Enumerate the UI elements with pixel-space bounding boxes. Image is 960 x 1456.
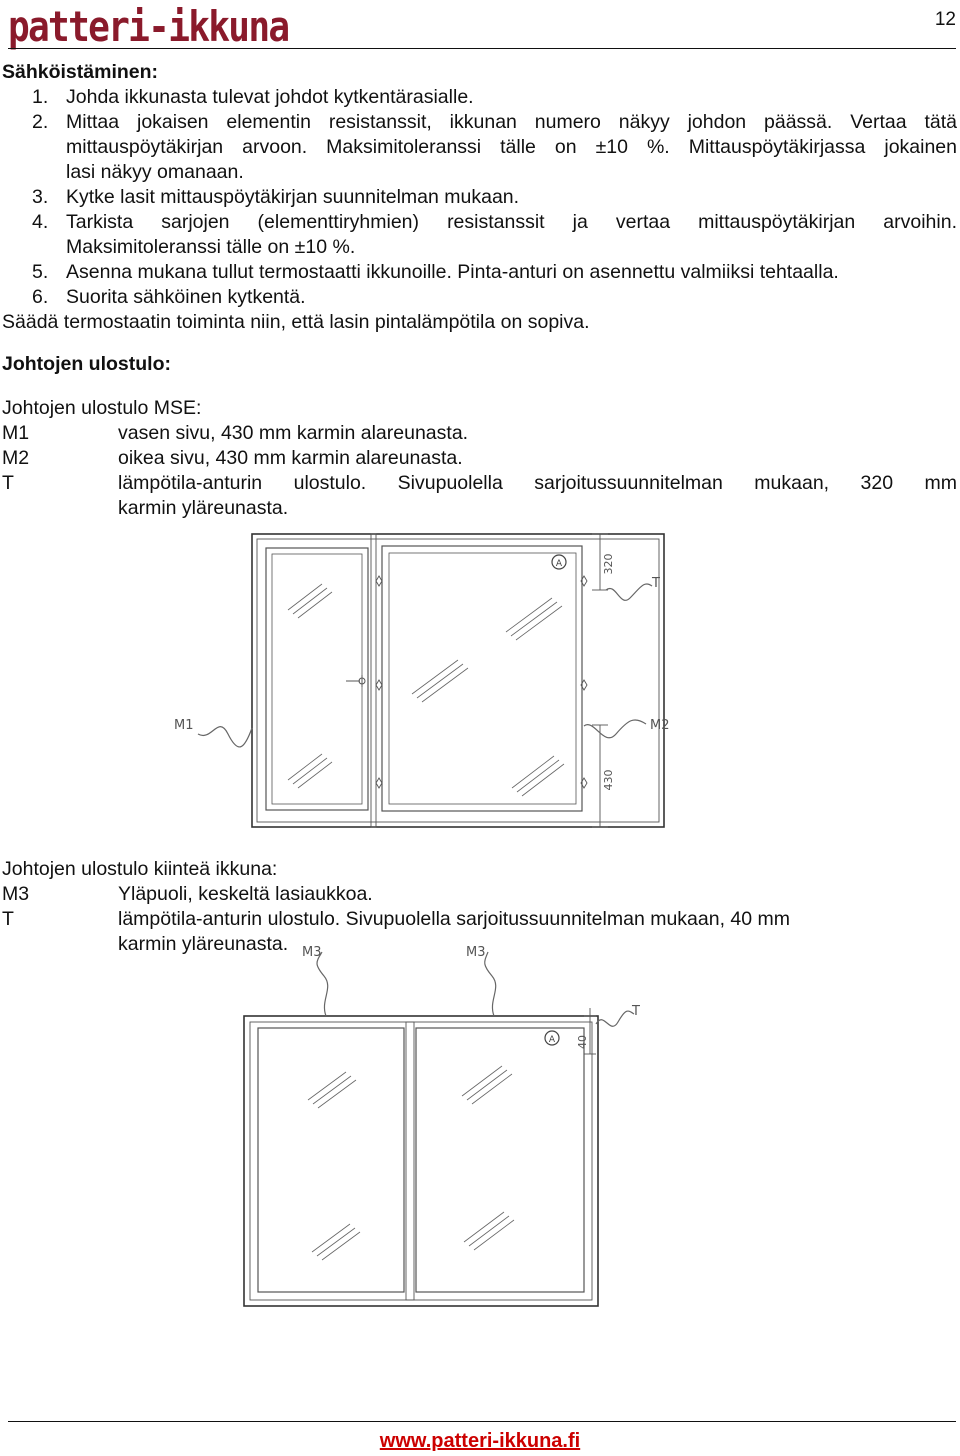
outlet-description: karmin yläreunasta.: [118, 933, 289, 955]
glass-marker-a: A: [555, 559, 563, 569]
outlet-description: oikea sivu, 430 mm karmin alareunasta.: [118, 447, 463, 469]
footer-divider: [8, 1421, 956, 1422]
label-m1: M1: [174, 718, 194, 733]
mullion: [406, 1022, 414, 1300]
glass-reflection-marks: [308, 1066, 514, 1260]
left-glass: [272, 554, 362, 804]
thermostat-note: Säädä termostaatin toiminta niin, että lasin pintalämpötila on sopiva.: [2, 311, 590, 333]
step-number: 3.: [32, 186, 49, 208]
step-text: Johda ikkunasta tulevat johdot kytkentärasialle.: [66, 86, 474, 108]
fixed-outlet-title: Johtojen ulostulo kiinteä ikkuna:: [2, 858, 278, 880]
step-number: 5.: [32, 261, 49, 283]
step-number: 1.: [32, 86, 49, 108]
step-text: Mittaa jokaisen elementin resistanssit, ikkunan numero näkyy johdon päässä. Vertaa tätä: [66, 111, 957, 133]
wire-m1: [198, 727, 252, 747]
dimension-label-top: 320: [602, 553, 615, 575]
outlet-description: lämpötila-anturin ulostulo. Sivupuolella sarjoitussuunnitelman mukaan, 40 mm: [118, 908, 791, 930]
step-text: Maksimitoleranssi tälle on ±10 %.: [66, 236, 356, 258]
glass-marker-a: A: [548, 1035, 556, 1045]
header-divider: [8, 48, 956, 49]
outlet-code: T: [2, 908, 14, 930]
window-frame-inner: [257, 539, 659, 822]
step-number: 6.: [32, 286, 49, 308]
outlet-code: M2: [2, 447, 30, 469]
label-t: T: [652, 576, 660, 591]
window-frame-outer: [244, 1016, 598, 1306]
right-sash: [382, 546, 582, 811]
window-frame-inner: [250, 1022, 592, 1300]
dimension-label-top: 40: [576, 1035, 589, 1049]
label-m3-right: M3: [466, 945, 486, 960]
mullion: [371, 534, 376, 827]
step-number: 2.: [32, 111, 49, 133]
page-number: 12: [934, 9, 956, 30]
step-text: Kytke lasit mittauspöytäkirjan suunnitelman mukaan.: [66, 186, 520, 208]
step-number: 4.: [32, 211, 49, 233]
outlet-description: lämpötila-anturin ulostulo. Sivupuolella sarjoitussuunnitelman mukaan, 320 mm: [118, 472, 957, 494]
handle-icon: [346, 675, 365, 687]
step-text: Tarkista sarjojen (elementtiryhmien) resistanssit ja vertaa mittauspöytäkirjan arvoihin.: [66, 211, 957, 233]
outlet-code: M1: [2, 422, 30, 444]
section-title-electrification: Sähköistäminen:: [2, 61, 159, 83]
section-title-wire-outlet: Johtojen ulostulo:: [2, 353, 171, 375]
label-m2: M2: [650, 718, 670, 733]
step-text: mittauspöytäkirjan arvoon. Maksimitoleranssi tälle on ±10 %. Mittauspöytäkirjassa jokainen: [66, 136, 957, 158]
glass-reflection-marks: [288, 584, 564, 796]
wire-m2: [584, 720, 646, 738]
outlet-code: M3: [2, 883, 30, 905]
wire-m3-right: [485, 952, 496, 1016]
step-text: Suorita sähköinen kytkentä.: [66, 286, 306, 308]
right-glass: [389, 553, 576, 804]
company-logo: patteri-ikkuna: [8, 2, 289, 51]
wire-t: [606, 584, 652, 600]
step-text: Asenna mukana tullut termostaatti ikkunoille. Pinta-anturi on asennettu valmiiksi tehtaalla.: [66, 261, 839, 283]
wire-m3-left: [317, 952, 328, 1016]
fixed-window-drawing: [230, 940, 670, 1310]
label-m3-left: M3: [302, 945, 322, 960]
website-link[interactable]: www.patteri-ikkuna.fi: [379, 1430, 581, 1452]
wire-t: [596, 1011, 634, 1026]
mse-outlet-title: Johtojen ulostulo MSE:: [2, 397, 202, 419]
label-t: T: [632, 1004, 640, 1019]
left-glass: [258, 1028, 404, 1292]
left-sash: [266, 548, 368, 810]
dimension-label-bottom: 430: [602, 769, 615, 791]
outlet-code: T: [2, 472, 14, 494]
outlet-description: Yläpuoli, keskeltä lasiaukkoa.: [118, 883, 373, 905]
step-text: lasi näkyy omanaan.: [66, 161, 244, 183]
outlet-description: vasen sivu, 430 mm karmin alareunasta.: [118, 422, 469, 444]
hinge-icons: [376, 576, 587, 788]
outlet-description: karmin yläreunasta.: [118, 497, 289, 519]
mse-window-drawing: [160, 528, 680, 833]
